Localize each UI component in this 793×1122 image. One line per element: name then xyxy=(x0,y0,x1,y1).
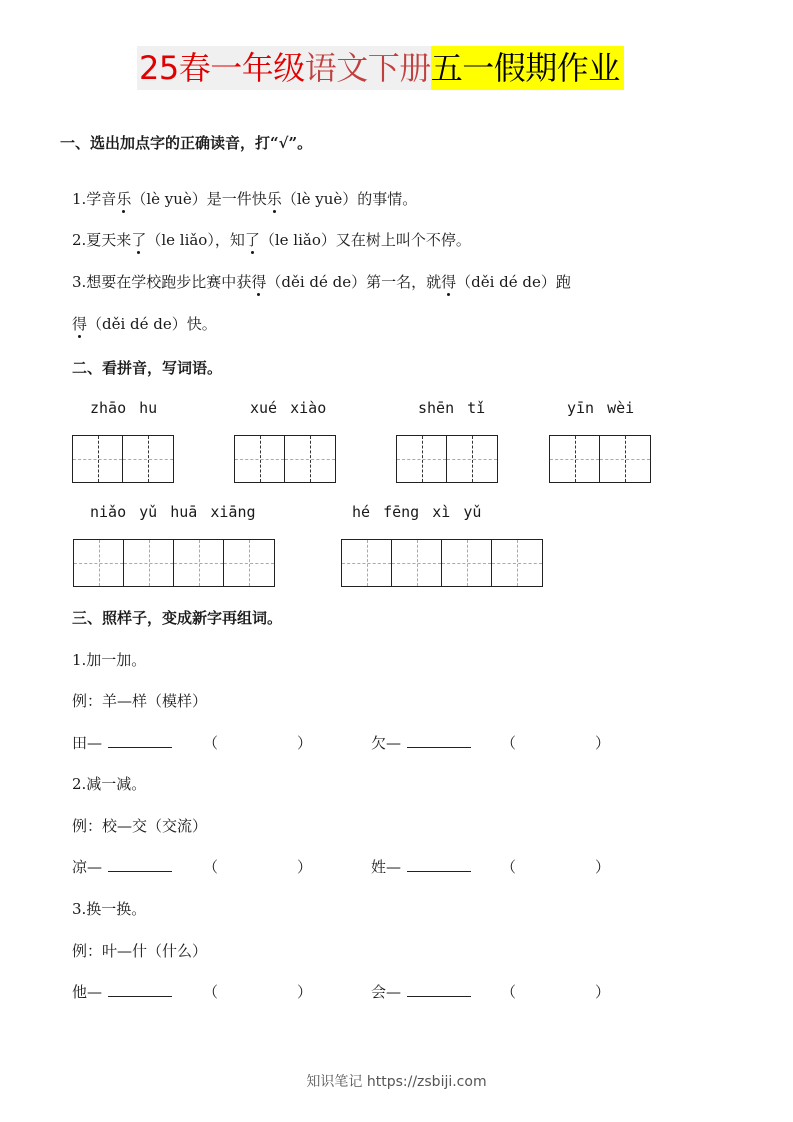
dotted-char: 得 xyxy=(251,273,267,291)
group3-example: 例：叶—什（什么） xyxy=(72,942,208,960)
answer-blank[interactable] xyxy=(407,857,471,872)
answer-blank[interactable] xyxy=(407,733,471,748)
dotted-char: 得 xyxy=(441,273,457,291)
section2-heading: 二、看拼音，写词语。 xyxy=(72,359,223,377)
group3-item-b: 会— xyxy=(371,981,471,1002)
paren-close: ） xyxy=(297,858,313,876)
group1-example: 例：羊—样（模样） xyxy=(72,692,208,710)
section3-heading: 三、照样子，变成新字再组词。 xyxy=(72,609,283,627)
page-title xyxy=(137,46,624,90)
paren-open: （ xyxy=(501,734,517,752)
writing-grid-5[interactable] xyxy=(73,539,275,587)
writing-grid-6[interactable] xyxy=(341,539,543,587)
dotted-char: 得 xyxy=(72,315,88,333)
group1-item-a: 田— xyxy=(72,732,172,753)
title-part-homework: 五一假期作业 xyxy=(431,46,624,90)
paren-close: ） xyxy=(297,983,313,1001)
paren-open: （ xyxy=(203,983,219,1001)
paren-close: ） xyxy=(595,858,611,876)
section1-heading: 一、选出加点字的正确读音，打“√”。 xyxy=(60,134,313,152)
group1-label: 1.加一加。 xyxy=(72,651,147,669)
answer-blank[interactable] xyxy=(108,982,172,997)
group2-example: 例：校—交（交流） xyxy=(72,817,208,835)
paren-open: （ xyxy=(501,858,517,876)
question-3-continued: 得（děi dé de）快。 xyxy=(72,315,217,333)
pinyin-6: hé fēng xì yǔ xyxy=(352,503,482,521)
writing-grid-1[interactable] xyxy=(72,435,174,483)
question-2: 2.夏天来了（le liǎo），知了（le liǎo）又在树上叫个不停。 xyxy=(72,231,471,249)
question-1: 1.学音乐（lè yuè）是一件快乐（lè yuè）的事情。 xyxy=(72,190,418,208)
dotted-char: 乐 xyxy=(116,190,132,208)
writing-grid-2[interactable] xyxy=(234,435,336,483)
pinyin-5: niǎo yǔ huā xiāng xyxy=(90,503,256,521)
dotted-char: 了 xyxy=(131,231,147,249)
group2-label: 2.减一减。 xyxy=(72,775,147,793)
footer-watermark: 知识笔记 https://zsbiji.com xyxy=(306,1074,487,1090)
group3-item-a: 他— xyxy=(72,981,172,1002)
writing-grid-3[interactable] xyxy=(396,435,498,483)
group2-item-b: 姓— xyxy=(371,856,471,877)
question-3: 3.想要在学校跑步比赛中获得（děi dé de）第一名，就得（děi dé de）跑 xyxy=(72,273,571,291)
group3-label: 3.换一换。 xyxy=(72,900,147,918)
pinyin-4: yīn wèi xyxy=(567,399,635,417)
pinyin-2: xué xiào xyxy=(250,399,327,417)
pinyin-1: zhāo hu xyxy=(90,399,158,417)
title-part-subject: 语文下册 xyxy=(305,46,431,90)
title-part-grade: 25春一年级 xyxy=(137,46,305,90)
dotted-char: 了 xyxy=(244,231,260,249)
group2-item-a: 凉— xyxy=(72,856,172,877)
paren-close: ） xyxy=(297,734,313,752)
writing-grid-4[interactable] xyxy=(549,435,651,483)
answer-blank[interactable] xyxy=(108,733,172,748)
answer-blank[interactable] xyxy=(407,982,471,997)
paren-close: ） xyxy=(595,734,611,752)
answer-blank[interactable] xyxy=(108,857,172,872)
paren-open: （ xyxy=(501,983,517,1001)
dotted-char: 乐 xyxy=(266,190,282,208)
pinyin-3: shēn tǐ xyxy=(418,399,486,417)
paren-open: （ xyxy=(203,858,219,876)
group1-item-b: 欠— xyxy=(371,732,471,753)
paren-close: ） xyxy=(595,983,611,1001)
paren-open: （ xyxy=(203,734,219,752)
